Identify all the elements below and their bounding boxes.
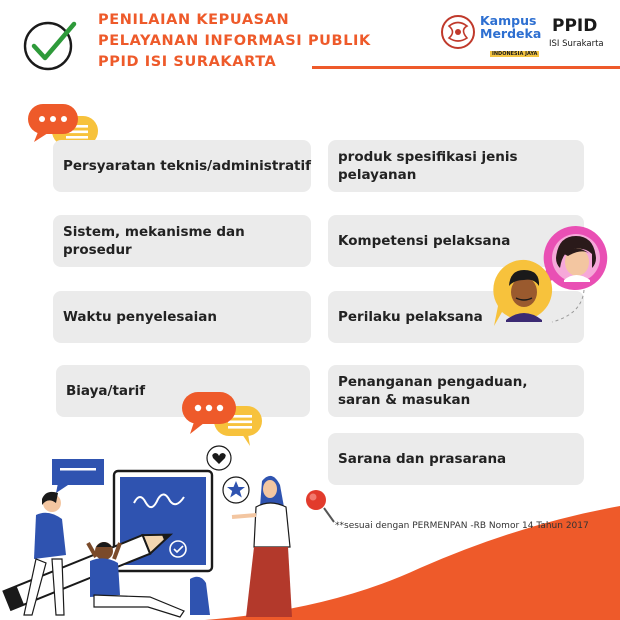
criteria-card-left-4: Biaya/tarif [56, 365, 310, 417]
criteria-card-right-4: Penanganan pengaduan, saran & masukan [328, 365, 584, 417]
check-circle-icon [22, 16, 78, 72]
footnote-text: **sesuai dengan PERMENPAN -RB Nomor 14 Tahun 2017 [335, 521, 589, 531]
page-title-line-1: PENILAIAN KEPUASAN [98, 12, 290, 28]
kampus-merdeka-logo [480, 14, 548, 59]
kampus-merdeka-emblem-icon [440, 14, 476, 50]
title-underline [312, 66, 620, 69]
push-pin-icon [302, 486, 338, 526]
page-title-line-3: PPID ISI SURAKARTA [98, 54, 277, 70]
logo-kampus-text: Kampus [480, 13, 537, 28]
criteria-card-right-3: Perilaku pelaksana [328, 291, 584, 343]
speech-bubble-icon [178, 390, 268, 448]
criteria-card-left-3: Waktu penyelesaian [53, 291, 311, 343]
criteria-card-right-5: Sarana dan prasarana [328, 433, 584, 485]
dashed-connector [548, 288, 588, 328]
criteria-card-right-2: Kompetensi pelaksana [328, 215, 584, 267]
ppid-logo-subtitle: ISI Surakarta [549, 39, 604, 49]
criteria-card-right-1: produk spesifikasi jenis pelayanan [328, 140, 584, 192]
page-title-line-2: PELAYANAN INFORMASI PUBLIK [98, 33, 371, 49]
ppid-logo-title: PPID [552, 16, 598, 36]
criteria-card-left-2: Sistem, mekanisme dan prosedur [53, 215, 311, 267]
team-illustration [0, 455, 300, 620]
logo-tagline: INDONESIA JAYA [492, 51, 538, 57]
criteria-card-left-1: Persyaratan teknis/administratif [53, 140, 311, 192]
logo-merdeka-text: Merdeka [480, 26, 542, 41]
